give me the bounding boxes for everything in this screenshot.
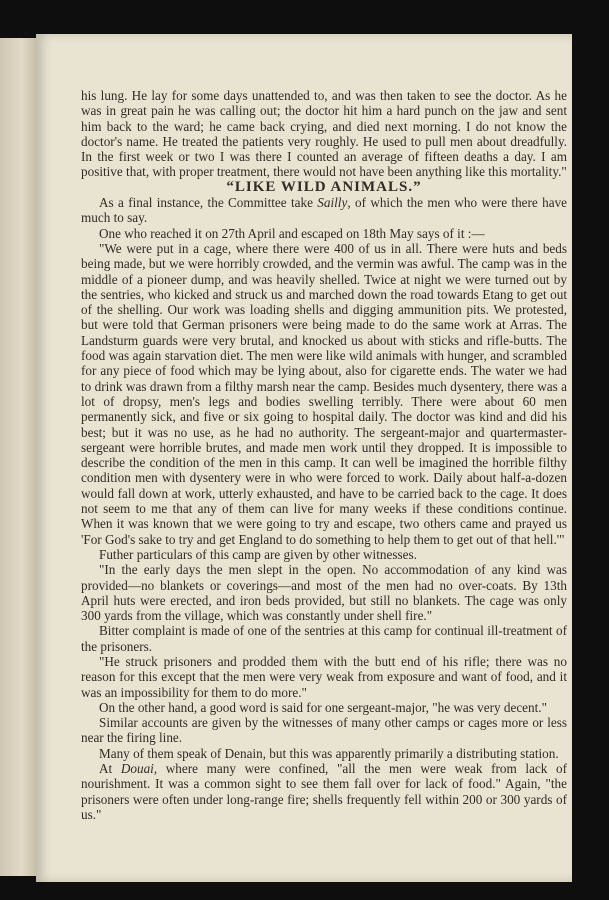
quote-paragraph: "In the early days the men slept in the open. No accommodation of any kind was provided—no blankets or coverings—and most of the men had no over-coats. By 13th April huts were erected, and iron beds provided, but still no blankets. The cage was only 300 yards from the village, which was constantly under shell fire." — [81, 562, 567, 624]
quote-paragraph: "He struck prisoners and prodded them with the butt end of his rifle; there was no reason for this except that the men were very weak from exposure and want of food, and it was an impossibility for them to do more." — [81, 653, 567, 700]
place-name: Douai — [120, 761, 154, 777]
paragraph: As a final instance, the Committee take Sailly, of which the men who were there have much to say. — [81, 195, 568, 226]
paragraph: Futher particulars of this camp are given by other witnesses. — [99, 546, 417, 562]
paragraph: his lung. He lay for some days unattended to, and was then taken to see the doctor. As he was in great pain he was calling out; the doctor hit him a hard punch on the jaw and sent him back to the ward; he came back crying, and died next morning. I do not know the doctor's name. He treated the patients very roughly. He used to pull men about dreadfully. In the first week or two I was there I counted an average of fifteen deaths a day. I am positive that, with proper treatment, there would not have been anything like this mortality." — [81, 88, 567, 180]
place-name: Sailly — [317, 195, 348, 211]
paragraph: Many of them speak of Denain, but this was apparently primarily a distributing station. — [99, 745, 559, 761]
left-page-edge — [0, 38, 36, 876]
paragraph: At Douai, where many were confined, "all the men were weak from lack of nourishment. It was a common sight to see them fall over for lack of food." Again, "the prisoners were often under long-range fire; shells frequently fell within 200 or 300 yards of us." — [81, 761, 568, 822]
paragraph: Bitter complaint is made of one of the sentries at this camp for continual ill-treatment of the prisoners. — [81, 623, 567, 654]
page-text — [81, 88, 567, 822]
section-heading: “LIKE WILD ANIMALS.” — [226, 178, 422, 195]
document-page — [36, 34, 572, 882]
paragraph: Similar accounts are given by the witnesses of many other camps or cages more or less near the firing line. — [81, 715, 567, 746]
quote-paragraph: "We were put in a cage, where there were 400 of us in all. There were huts and beds being made, but we were horribly crowded, and the vermin was awful. The camp was in the middle of a pioneer dump, and was heavily shelled. Twice at night we were turned out by the sentries, who kicked and struck us and marched down the road towards Etang to get out of the shelling. Our work was loading shells and digging ammunition pits. We protested, but were told that German prisoners were being made to do the same work at Arras. The Landsturm guards were very brutal, and knocked us about with sticks and rifle-butts. The food was again starvation diet. The men were like wild animals with hunger, and scrambled for any piece of food which may be lying about, also for cigarette ends. The water we had to drink was drawn from a filthy marsh near the camp. Besides much dysentery, there was a lot of dropsy, men's legs and bodies swelling terribly. There were about 60 men permanently sick, and five or six going to hospital daily. The doctor was kind and did his best; but it was no use, as he had no authority. The sergeant-major and quartermaster-sergeant were horrible brutes, and made men work until they dropped. It is impossible to describe the condition of the men in this camp. It can well be imagined the horrible filthy condition men with dysentery were in who were forced to work. Daily about half-a-dozen would fall down at work, utterly exhausted, and have to be carried back to the cage. It does not seem to me that any of them can live for many weeks if these conditions continue. When it was known that we were going to try and escape, two others came and prayed us 'For God's sake to try and get England to do something to help them to get out of that hell.'" — [81, 240, 567, 547]
paragraph: One who reached it on 27th April and escaped on 18th May says of it :— — [99, 225, 485, 241]
paragraph: On the other hand, a good word is said for one sergeant-major, "he was very decent." — [99, 699, 547, 715]
